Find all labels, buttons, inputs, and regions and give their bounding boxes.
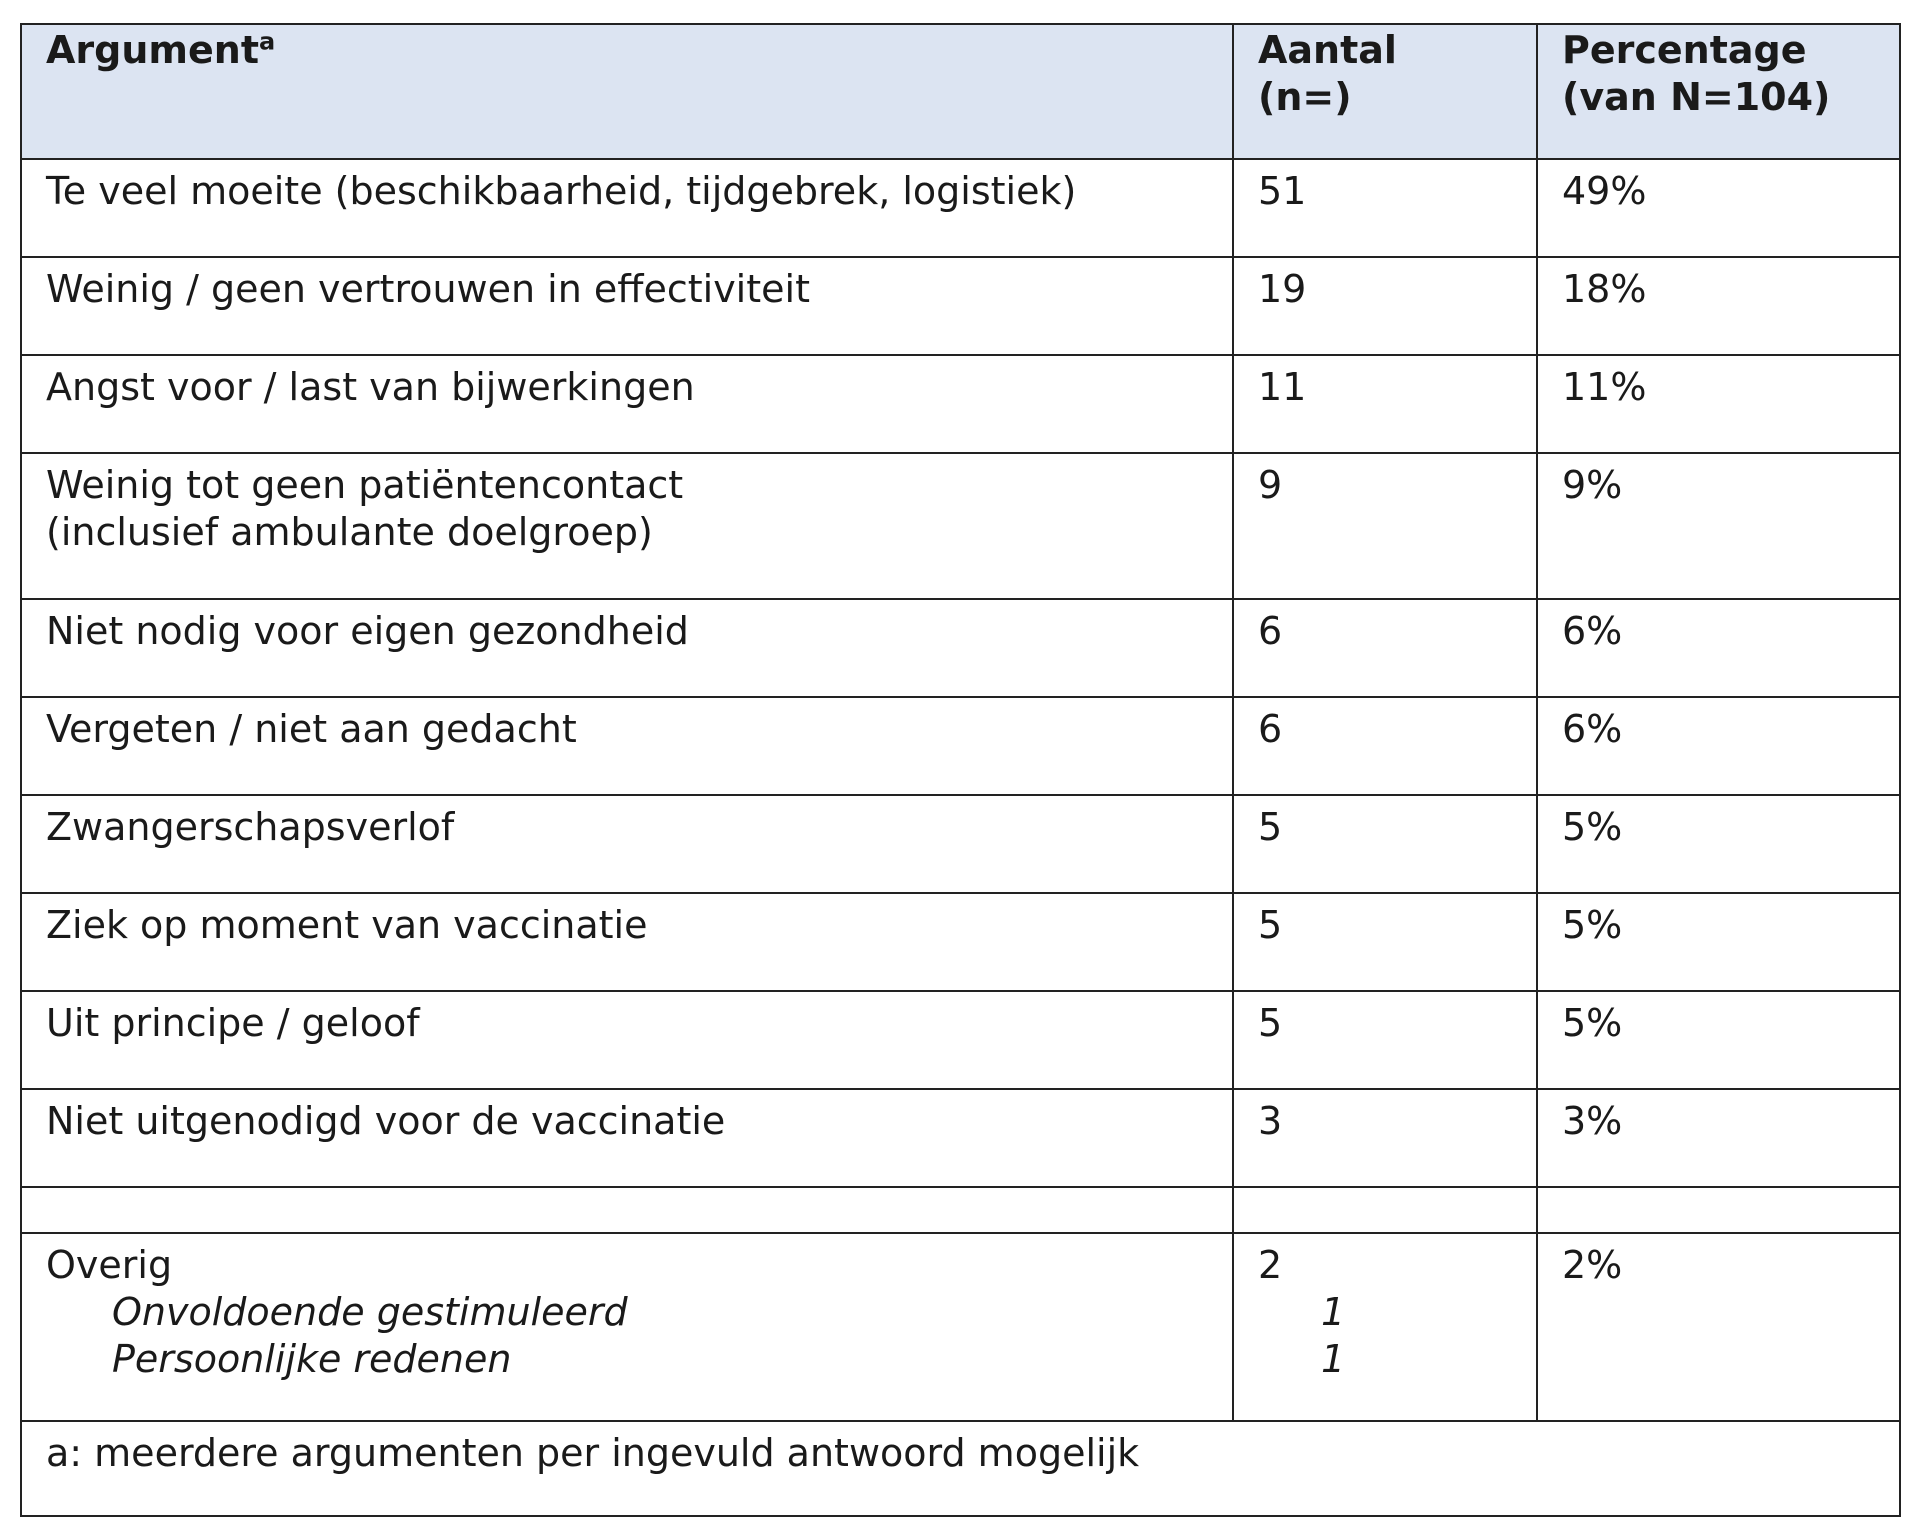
other-sub-count: 1 [1321, 1337, 1346, 1381]
argument-cell: Zwangerschapsverlof [21, 795, 1233, 893]
percentage-cell: 18% [1537, 257, 1900, 355]
other-count-cell [1233, 1233, 1537, 1421]
argument-line2: (inclusief ambulante doelgroep) [46, 510, 653, 554]
other-sub-item: Onvoldoende gestimuleerd [112, 1290, 628, 1334]
other-count: 2 [1258, 1243, 1283, 1287]
percentage-cell: 5% [1537, 893, 1900, 991]
empty-cell [1537, 1187, 1900, 1233]
table-row [21, 453, 1900, 599]
other-argument-cell [21, 1233, 1233, 1421]
argument-cell [21, 453, 1233, 599]
count-cell: 19 [1233, 257, 1537, 355]
percentage-cell: 11% [1537, 355, 1900, 453]
argument-cell: Niet nodig voor eigen gezondheid [21, 599, 1233, 697]
percentage-cell: 5% [1537, 795, 1900, 893]
count-cell: 6 [1233, 599, 1537, 697]
percentage-cell: 5% [1537, 991, 1900, 1089]
footnote-row [21, 1421, 1900, 1516]
count-cell: 5 [1233, 893, 1537, 991]
percentage-cell: 9% [1537, 453, 1900, 599]
count-cell: 51 [1233, 159, 1537, 257]
percentage-cell: 6% [1537, 697, 1900, 795]
count-cell: 11 [1233, 355, 1537, 453]
percentage-cell: 49% [1537, 159, 1900, 257]
count-cell: 9 [1233, 453, 1537, 599]
count-cell: 5 [1233, 795, 1537, 893]
table-row [21, 1089, 1900, 1187]
table-row [21, 257, 1900, 355]
count-cell: 5 [1233, 991, 1537, 1089]
table-row [21, 795, 1900, 893]
header-percentage-line1: Percentage [1562, 28, 1807, 72]
other-sub-item: Persoonlijke redenen [112, 1337, 512, 1381]
table-row [21, 159, 1900, 257]
percentage-cell: 3% [1537, 1089, 1900, 1187]
header-argument-footnote-marker: a [259, 27, 276, 56]
table-row [21, 991, 1900, 1089]
argument-cell: Te veel moeite (beschikbaarheid, tijdgebrek, logistiek) [21, 159, 1233, 257]
footnote: a: meerdere argumenten per ingevuld antwoord mogelijk [21, 1421, 1900, 1516]
empty-cell [21, 1187, 1233, 1233]
header-count [1233, 24, 1537, 159]
argument-cell: Weinig / geen vertrouwen in effectiviteit [21, 257, 1233, 355]
count-cell: 6 [1233, 697, 1537, 795]
argument-line1: Weinig tot geen patiëntencontact [46, 463, 684, 507]
argument-cell: Vergeten / niet aan gedacht [21, 697, 1233, 795]
table-row [21, 599, 1900, 697]
header-count-line1: Aantal [1258, 28, 1397, 72]
header-argument-label: Argument [46, 28, 259, 72]
argument-cell: Ziek op moment van vaccinatie [21, 893, 1233, 991]
other-label: Overig [46, 1243, 173, 1287]
argument-cell: Angst voor / last van bijwerkingen [21, 355, 1233, 453]
arguments-table [20, 23, 1901, 1517]
percentage-cell: 6% [1537, 599, 1900, 697]
argument-cell: Uit principe / geloof [21, 991, 1233, 1089]
table-row [21, 893, 1900, 991]
header-percentage-line2: (van N=104) [1562, 75, 1831, 119]
header-count-line2: (n=) [1258, 75, 1352, 119]
table-row [21, 697, 1900, 795]
other-percentage-cell: 2% [1537, 1233, 1900, 1421]
other-sub-count: 1 [1321, 1290, 1346, 1334]
count-cell: 3 [1233, 1089, 1537, 1187]
other-row [21, 1233, 1900, 1421]
table-header-row [21, 24, 1900, 159]
argument-cell: Niet uitgenodigd voor de vaccinatie [21, 1089, 1233, 1187]
empty-cell [1233, 1187, 1537, 1233]
empty-row [21, 1187, 1900, 1233]
header-argument [21, 24, 1233, 159]
table-row [21, 355, 1900, 453]
header-percentage [1537, 24, 1900, 159]
